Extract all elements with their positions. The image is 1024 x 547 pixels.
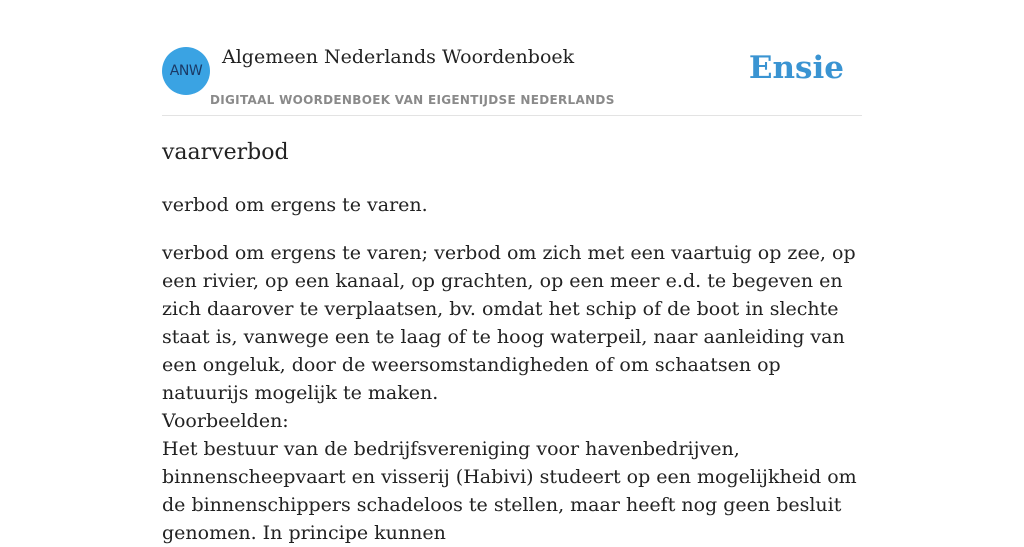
examples-label: Voorbeelden: — [162, 410, 289, 432]
full-definition: verbod om ergens te varen; verbod om zich met een vaartuig op zee, op een rivier, op een kanaal, op grachten, op een meer e.d. te begeven en zich daarover te verplaatsen, bv. omdat het schip of de boot in slechte staat is, vanwege een te laag of te hoog waterpeil, naar aanleiding van een ongeluk, door de weersomstandigheden of om schaatsen op natuurijs mogelijk te maken. — [162, 242, 856, 404]
site-subtitle: DIGITAAL WOORDENBOEK VAN EIGENTIJDSE NEDERLANDS — [210, 93, 615, 107]
site-header — [162, 36, 862, 116]
anw-logo[interactable] — [162, 47, 210, 95]
logo-text: ANW — [169, 63, 203, 79]
site-title[interactable]: Algemeen Nederlands Woordenboek — [222, 46, 575, 68]
entry-title: vaarverbod — [162, 140, 289, 165]
short-definition: verbod om ergens te varen. — [162, 194, 428, 216]
ensie-brand-link[interactable]: Ensie — [748, 50, 844, 86]
example-text: Het bestuur van de bedrijfsvereniging voor havenbedrijven, binnenscheepvaart en visserij (Habivi) studeert op een mogelijkheid om de binnenschippers schadeloos te stellen, maar heeft nog geen besluit genomen. In principe kunnen — [162, 438, 857, 544]
